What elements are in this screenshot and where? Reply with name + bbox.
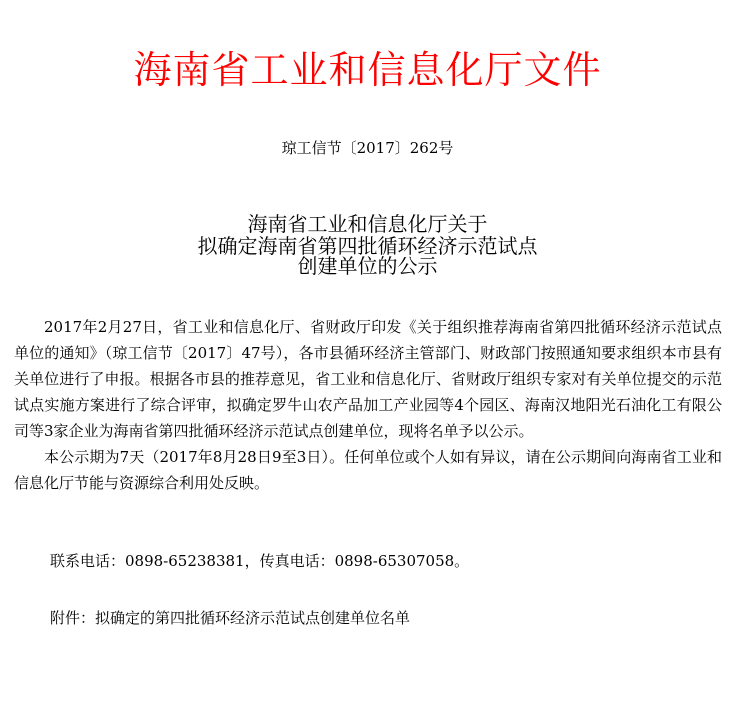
body-paragraph-2: 本公示期为7天（2017年8月28日9至3日）。任何单位或个人如有异议，请在公示期间向海南省工业和信息化厅节能与资源综合利用处反映。 xyxy=(14,448,722,492)
document-number: 琼工信节〔2017〕262号 xyxy=(281,139,454,157)
document-title-line-2: 拟确定海南省第四批循环经济示范试点 xyxy=(197,234,538,258)
document-title xyxy=(0,212,735,278)
document-header-title: 海南省工业和信息化厅文件 xyxy=(133,48,602,92)
document-body xyxy=(14,314,722,496)
body-paragraph-1: 2017年2月27日，省工业和信息化厅、省财政厅印发《关于组织推荐海南省第四批循环经济示范试点单位的通知》（琼工信节〔2017〕47号），各市县循环经济主管部门、财政部门按照通知要求组织本市县有关单位进行了申报。根据各市县的推荐意见，省工业和信息化厅、省财政厅组织专家对有关单位提交的示范试点实施方案进行了综合评审，拟确定罗牛山农产品加工产业园等4个园区、海南汉地阳光石油化工有限公司等3家企业为海南省第四批循环经济示范试点创建单位，现将名单予以公示。 xyxy=(14,318,722,440)
contact-info: 联系电话：0898-65238381，传真电话：0898-65307058。 xyxy=(50,552,470,570)
document-title-line-3: 创建单位的公示 xyxy=(297,254,438,278)
attachment-note: 附件：拟确定的第四批循环经济示范试点创建单位名单 xyxy=(50,609,411,627)
document-title-line-1: 海南省工业和信息化厅关于 xyxy=(247,212,488,236)
